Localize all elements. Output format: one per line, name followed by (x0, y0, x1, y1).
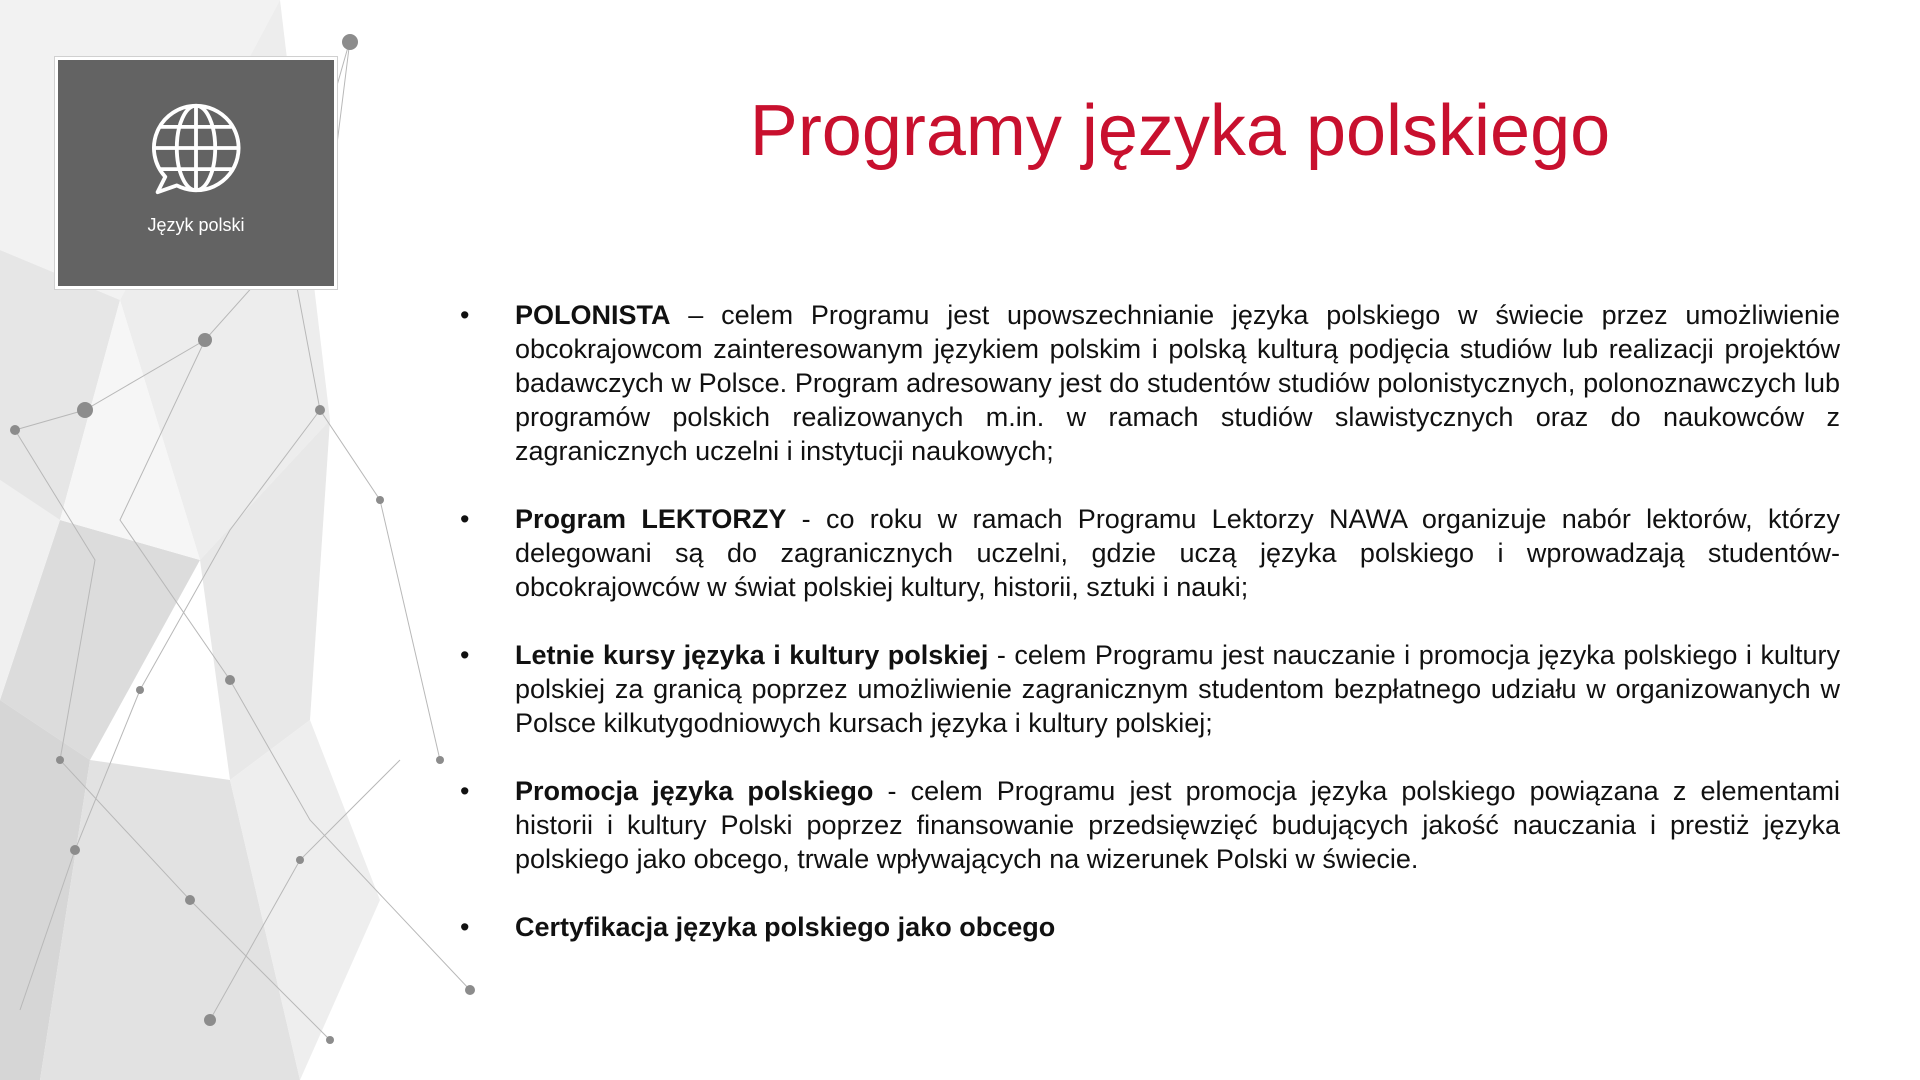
bullet: • (460, 912, 470, 942)
page-title: Programy języka polskiego (749, 91, 1611, 171)
program-name: Promocja języka polskiego (515, 776, 874, 806)
bullet: • (460, 776, 470, 806)
program-description: - celem Programu jest nauczanie i promocja języka polskiego i kultury polskiej za granicą poprzez umożliwienie zagranicznym studentom bezpłatnego udziału w organizowanych w Polsce kilkutygodniowych kursach języka i kultury polskiej; (515, 640, 1840, 738)
program-item-lektorzy (460, 502, 1840, 604)
bullet: • (460, 640, 470, 670)
program-name: Letnie kursy języka i kultury polskiej (515, 640, 989, 670)
program-description: - celem Programu jest promocja języka polskiego powiązana z elementami historii i kultury Polski poprzez finansowanie przedsięwzięć budujących jakość nauczania i prestiż języka polskiego jako obcego, trwale wpływających na wizerunek Polski w świecie. (515, 776, 1841, 874)
program-description: - co roku w ramach Programu Lektorzy NAWA organizuje nabór lektorów, którzy delegowani są do zagranicznych uczelni, gdzie uczą języka polskiego i wprowadzają studentów-obcokrajowców w świat polskiej kultury, historii, sztuki i nauki; (515, 504, 1840, 602)
bullet: • (460, 504, 470, 534)
program-description: – celem Programu jest upowszechnianie języka polskiego w świecie przez umożliwienie obcokrajowcom zainteresowanym językiem polskim i polską kulturą podjęcia studiów lub realizacji projektów badawczych w Polsce. Program adresowany jest do studentów studiów polonistycznych, polonoznawczych lub programów polskich realizowanych m.in. w ramach studiów slawistycznych oraz do naukowców z zagranicznych uczelni i instytucji naukowych; (515, 300, 1840, 466)
program-item-promotion (460, 774, 1840, 876)
program-name: Certyfikacja języka polskiego jako obcego (515, 912, 1056, 942)
program-item-polonista (460, 298, 1840, 468)
program-name: POLONISTA (515, 300, 671, 330)
bullet: • (460, 300, 470, 330)
program-list (460, 298, 1840, 978)
language-badge (55, 57, 337, 289)
program-item-summer-courses (460, 638, 1840, 740)
badge-label: Język polski (147, 215, 245, 235)
globe-speech-bubble-icon (148, 100, 244, 196)
program-item-certification (460, 910, 1840, 944)
program-name: Program LEKTORZY (515, 504, 787, 534)
